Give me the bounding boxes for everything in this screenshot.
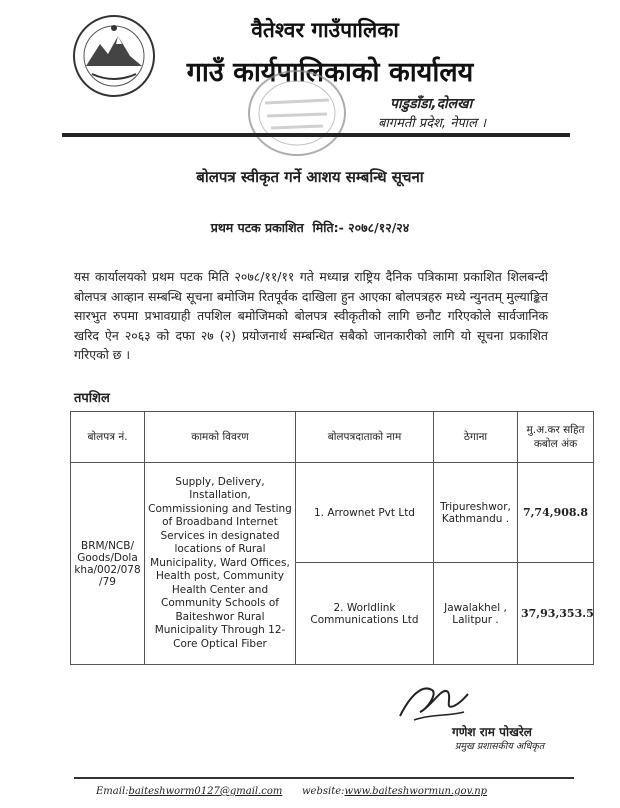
header-divider (62, 133, 570, 137)
email-link[interactable]: baiteshworm0127@gmail.com (128, 786, 283, 797)
publication-info (0, 219, 620, 236)
municipality-logo (72, 14, 156, 98)
website-label: website: (302, 786, 345, 797)
signatory-name: गणेश राम पोखरेल (452, 725, 532, 739)
date-value: २०७८/१२/२४ (348, 220, 410, 235)
bid-number-cell: BRM/NCB/ Goods/Dola kha/002/078 /79 (71, 463, 145, 665)
footer-divider (74, 777, 574, 779)
table-row (71, 463, 594, 563)
bid-amount-cell: 37,93,353.5 (518, 563, 594, 665)
col-header-bid-no: बोलपत्र नं. (71, 412, 145, 463)
notice-title: बोलपत्र स्वीकृत गर्ने आशय सम्बन्धि सूचना (196, 168, 424, 186)
email-label: Email: (96, 786, 129, 797)
office-stamp (245, 68, 349, 158)
footer-email (96, 786, 282, 797)
date-label: मिति:- (312, 220, 344, 235)
address-line-2: बागमती प्रदेश, नेपाल । (378, 116, 487, 131)
municipality-name: वैतेश्वर गाउँपालिका (251, 18, 399, 42)
col-header-bidder: बोलपत्रदाताको नाम (296, 412, 434, 463)
address-line-1: पाडुडाँडा,दोलखा (390, 96, 473, 112)
bidder-name-cell: 2. Worldlink Communications Ltd (296, 563, 434, 665)
notice-body: यस कार्यालयको प्रथम पटक मिति २०७८/११/११ गते मध्यान्न राष्ट्रिय दैनिक पत्रिकामा प्रकाशित शिलबन्दी बोलपत्र आव्हान सम्बन्धि सूचना बमोजिम रितपूर्वक दाखिला हुन आएका बोलपत्रहरु मध्ये न्युनतम् मुल्याङ्कित सारभुत रुपमा प्रभावग्राही तपशिल बमोजिमको बोलपत्र स्वीकृतीको लागि छनौट गरिएकोले सार्वजानिक खरिद ऐन २०६३ को दफा २७ (२) प्रयोजनार्थ सम्बन्धित सबैको जानकारीको लागि यो सूचना प्रकाशित गरिएको छ । (74, 269, 548, 362)
signature-mark (392, 676, 472, 728)
col-header-address: ठेगाना (434, 412, 518, 463)
table-header-row (71, 412, 594, 463)
office-name: गाउँ कार्यपालिकाको कार्यालय (186, 57, 474, 88)
bid-amount-cell: 7,74,908.8 (518, 463, 594, 563)
bid-table (70, 411, 594, 665)
published-label: प्रथम पटक प्रकाशित (210, 220, 304, 235)
col-header-amount: मु.अ.कर सहित कबोल अंक (518, 412, 594, 463)
bidder-address-cell: Tripureshwor, Kathmandu . (434, 463, 518, 563)
bidder-name-cell: 1. Arrownet Pvt Ltd (296, 463, 434, 563)
details-heading: तपशिल (74, 391, 110, 406)
website-link[interactable]: www.baiteshwormun.gov.np (344, 786, 488, 797)
bidder-address-cell: Jawalakhel , Lalitpur . (434, 563, 518, 665)
footer-website (302, 786, 487, 797)
work-description-cell: Supply, Delivery, Installation, Commissioning and Testing of Broadband Internet Services in designated locations of Rural Municipality, Ward Offices, Health post, Community Health Center and Community Schools of Baiteshwor Rural Municipality Through 12-Core Optical Fiber (145, 463, 296, 665)
signatory-title: प्रमुख प्रशासकीय अधिकृत (455, 741, 545, 752)
col-header-description: कामको विवरण (145, 412, 296, 463)
